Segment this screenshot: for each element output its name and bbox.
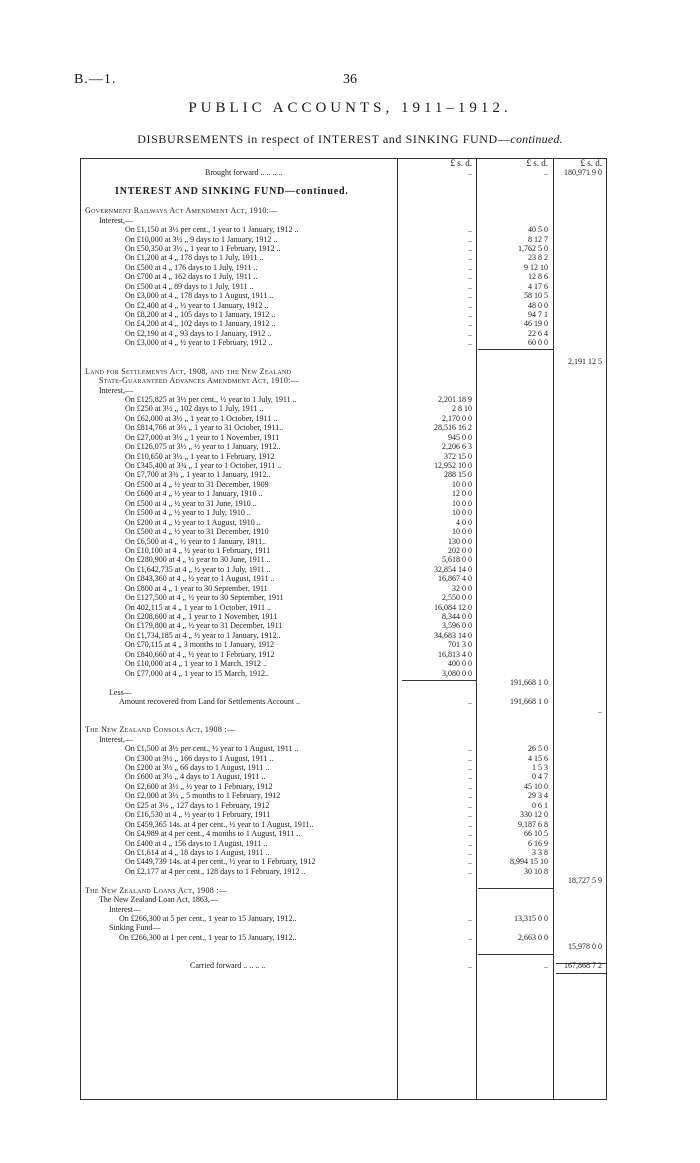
table-row	[80, 187, 607, 196]
amount-col-2: 46 19 0	[524, 319, 548, 329]
subtotal-rule	[478, 888, 553, 889]
amount-col-1: 2,170 0 0	[442, 413, 472, 423]
row-label: On £208,600 at 4 „ 1 year to 1 November, 1911	[125, 612, 278, 621]
table-row	[80, 621, 607, 630]
amount-col-1: 12,952 10 0	[434, 461, 472, 470]
row-label: On £449,739 14s. at 4 per cent., ½ year to 1 February, 1912	[125, 857, 316, 867]
table-row	[80, 282, 607, 291]
table-row	[80, 216, 607, 225]
amount-col-2: 4 15 6	[528, 753, 548, 763]
amount-col-1: 34,683 14 0	[434, 630, 472, 640]
row-label: On £500 at 4 „ ½ year to 31 December, 1909	[125, 479, 269, 489]
row-label: The New Zealand Loan Act, 1863,—	[99, 895, 218, 905]
row-label: On £500 at 4 „ ½ year to 31 June, 1910 ..	[125, 498, 257, 508]
table-row	[80, 848, 607, 857]
amount-col-1: ..	[468, 300, 472, 310]
row-label: On £2,190 at 4 „ 93 days to 1 January, 1912 ..	[125, 328, 272, 338]
table-row	[80, 612, 607, 621]
amount-col-1: 288 15 0	[444, 470, 472, 480]
subtotal-rule	[478, 349, 553, 350]
amount-col-1: ..	[468, 932, 472, 942]
table-row	[80, 697, 607, 706]
table-row	[80, 404, 607, 413]
table-row	[80, 961, 607, 970]
table-row	[80, 801, 607, 810]
row-label: On £1,734,185 at 4 „ ½ year to 1 January, 1912..	[125, 630, 281, 640]
row-label: On £266,300 at 5 per cent., 1 year to 15 January, 1912..	[119, 914, 297, 923]
amount-col-2: ..	[544, 168, 548, 178]
table-row	[80, 461, 607, 470]
amount-col-1: ..	[468, 847, 472, 857]
amount-col-1: £ s. d.	[450, 158, 472, 168]
table-row	[80, 735, 607, 744]
row-label: On £459,365 14s. at 4 per cent., ½ year to 1 August, 1911..	[125, 819, 314, 829]
amount-col-3: ..	[598, 706, 602, 716]
amount-col-1: ..	[468, 763, 472, 772]
table-row	[80, 678, 607, 687]
row-label: Carried forward .. .. .. ..	[190, 961, 266, 971]
amount-col-2: 1 5 3	[532, 763, 548, 772]
amount-col-1: 8,344 0 0	[442, 612, 472, 621]
amount-col-1: ..	[468, 310, 472, 319]
row-label: On £10,100 at 4 „ ½ year to 1 February, 1911	[125, 545, 271, 555]
table-row	[80, 867, 607, 876]
row-label: On £3,000 at 4 „ 178 days to 1 August, 1911 ..	[125, 291, 274, 301]
row-label: On £600 at 3½ „ 4 days to 1 August, 1911 ..	[125, 772, 266, 782]
row-label: State-Guaranteed Advances Amendment Act, 1910:—	[99, 376, 299, 386]
row-label: Interest,—	[99, 734, 133, 744]
row-label: On £2,600 at 3½ „ ½ year to 1 February, 1912	[125, 781, 273, 791]
row-label: On £200 at 4 „ ½ year to 1 August, 1910 ..	[125, 517, 261, 527]
table-row	[80, 499, 607, 508]
row-label: On £300 at 3½ „ 166 days to 1 August, 1911 ..	[125, 753, 274, 763]
subtitle-main: DISBURSEMENTS in respect of INTEREST and SINKING FUND—	[137, 132, 511, 146]
amount-col-1: 16,813 4 0	[438, 649, 472, 659]
row-label: On £200 at 3½ „ 66 days to 1 August, 1911 ..	[125, 763, 270, 772]
amount-col-2: 22 6 4	[528, 328, 548, 338]
amount-col-1: ..	[468, 744, 472, 754]
row-label: On £77,000 at 4 „ 1 year to 15 March, 1912..	[125, 668, 269, 678]
row-label: On £500 at 4 „ ½ year to 31 December, 1910	[125, 527, 269, 537]
amount-col-1: ..	[468, 319, 472, 329]
amount-col-2: 1,762 5 0	[518, 243, 548, 253]
amount-col-1: 2,201 18 9	[438, 394, 472, 404]
amount-col-2: 26 5 0	[528, 744, 548, 754]
row-label: On £1,642,735 at 4 „ ½ year to 1 July, 1911 ..	[125, 564, 271, 574]
table-row	[80, 470, 607, 479]
table-row	[80, 791, 607, 800]
row-label: On £500 at 4 „ 176 days to 1 July, 1911 ..	[125, 262, 258, 272]
table-row	[80, 197, 607, 206]
amount-col-1: ..	[468, 281, 472, 291]
amount-col-2: £ s. d.	[526, 158, 548, 168]
row-label: On £1,500 at 3½ per cent., ½ year to 1 August, 1911 ..	[125, 744, 299, 754]
table-row	[80, 914, 607, 923]
row-label: On £10,000 at 3½ „ 9 days to 1 January, 1912 ..	[125, 234, 278, 244]
amount-col-1: ..	[468, 234, 472, 244]
amount-col-1: 2,206 6 3	[442, 442, 472, 452]
row-label: On £345,400 at 3¾ „ 1 year to 1 October, 1911 ..	[125, 461, 282, 470]
amount-col-1: 10 0 0	[452, 498, 472, 508]
accounts-table	[80, 158, 607, 1100]
table-row	[80, 933, 607, 942]
row-label: On £6,500 at 4 „ ½ year to 1 January, 1911..	[125, 536, 267, 546]
row-label: Sinking Fund—	[109, 923, 161, 933]
table-row	[80, 244, 607, 253]
table-row	[80, 688, 607, 697]
row-label: On £62,000 at 3½ „ 1 year to 1 October, 1911 ..	[125, 413, 278, 423]
table-row	[80, 574, 607, 583]
table-row	[80, 555, 607, 564]
amount-col-1: 16,867 4 0	[438, 574, 472, 584]
amount-col-1: 3,596 0 0	[442, 621, 472, 631]
amount-col-2: 191,668 1 0	[510, 696, 548, 706]
table-row	[80, 159, 607, 168]
amount-col-2: 48 0 0	[528, 300, 548, 310]
row-label: On £179,800 at 4 „ ½ year to 31 December, 1911	[125, 621, 283, 631]
table-row	[80, 225, 607, 234]
amount-col-1: ..	[468, 168, 472, 178]
table-row	[80, 235, 607, 244]
amount-col-2: 2,663 0 0	[518, 932, 548, 942]
amount-col-2: 0 6 1	[532, 800, 548, 810]
table-row	[80, 895, 607, 904]
amount-col-1: ..	[468, 838, 472, 848]
amount-col-1: ..	[468, 857, 472, 867]
amount-col-1: ..	[468, 272, 472, 282]
row-label: The New Zealand Consols Act, 1908 :—	[85, 725, 236, 735]
row-label: On £50,350 at 3½ „ 1 year to 1 February, 1912 ..	[125, 243, 281, 253]
table-row	[80, 442, 607, 451]
amount-col-1: 2,550 0 0	[442, 593, 472, 603]
amount-col-2: 45 10 0	[524, 781, 548, 791]
page-number: 36	[343, 72, 357, 87]
table-row	[80, 527, 607, 536]
row-label: On £1,200 at 4 „ 178 days to 1 July, 1911 ..	[125, 253, 264, 263]
subtotal-rule	[478, 954, 553, 955]
table-row	[80, 329, 607, 338]
table-row	[80, 744, 607, 753]
row-label: The New Zealand Loans Act, 1908 :—	[85, 885, 228, 895]
row-label: On £843,360 at 4 „ ½ year to 1 August, 1911 ..	[125, 574, 275, 584]
table-row	[80, 603, 607, 612]
amount-col-1: 16,084 12 0	[434, 602, 472, 612]
row-label: On £125,825 at 3½ per cent., ½ year to 1 July, 1911 ..	[125, 394, 297, 404]
amount-col-2: 6 16 9	[528, 838, 548, 848]
page-subtitle	[0, 132, 700, 147]
amount-col-2: 58 10 5	[524, 291, 548, 301]
subtitle-italic: continued.	[510, 132, 563, 146]
row-label: On £814,766 at 3½ „ 1 year to 31 October, 1911..	[125, 423, 284, 433]
table-rows	[80, 159, 607, 971]
subtotal-rule	[402, 680, 476, 681]
row-label: Land for Settlements Act, 1908, and the New Zealand	[85, 366, 292, 376]
row-label: On £800 at 4 „ 1 year to 30 September, 1911	[125, 583, 268, 593]
amount-col-1: 3,080 0 0	[442, 668, 472, 678]
amount-col-2: 330 12 0	[520, 810, 548, 820]
table-row	[80, 206, 607, 215]
row-label: On £1,614 at 4 „ 18 days to 1 August, 1911 ..	[125, 847, 270, 857]
amount-col-2: 13,315 0 0	[514, 914, 548, 923]
amount-col-1: ..	[468, 819, 472, 829]
table-row	[80, 291, 607, 300]
amount-col-2: 29 3 4	[528, 791, 548, 801]
row-label: On £16,530 at 4 „ ½ year to 1 February, 1911	[125, 810, 271, 820]
row-label: On £8,200 at 4 „ 105 days to 1 January, 1912 ..	[125, 310, 276, 319]
document-id: B.—1.	[74, 72, 117, 87]
table-row	[80, 395, 607, 404]
amount-col-3: 18,727 5 9	[568, 876, 602, 886]
table-row	[80, 367, 607, 376]
amount-col-1: ..	[468, 829, 472, 839]
amount-col-1: 10 0 0	[452, 479, 472, 489]
amount-col-1: ..	[468, 291, 472, 301]
row-label: On £10,650 at 3½ „ 1 year to 1 February, 1912	[125, 451, 275, 461]
row-label: On £126,075 at 3½ „ ½ year to 1 January, 1912..	[125, 442, 281, 452]
table-row	[80, 386, 607, 395]
amount-col-1: 372 15 0	[444, 451, 472, 461]
table-row	[80, 376, 607, 385]
row-label: On £600 at 4 „ ½ year to 1 January, 1910 ..	[125, 489, 263, 499]
table-row	[80, 706, 607, 715]
row-label: On £250 at 3½ „ 102 days to 1 July, 1911 ..	[125, 404, 264, 414]
table-row	[80, 480, 607, 489]
amount-col-1: 4 0 0	[456, 517, 472, 527]
amount-col-1: ..	[468, 328, 472, 338]
row-label: On £3,000 at 4 „ ½ year to 1 February, 1912 ..	[125, 338, 273, 348]
table-row	[80, 876, 607, 885]
table-row	[80, 820, 607, 829]
table-row	[80, 489, 607, 498]
row-label: On £127,500 at 4 „ ½ year to 30 September, 1911	[125, 593, 284, 603]
amount-col-1: ..	[468, 753, 472, 763]
amount-col-1: ..	[468, 914, 472, 923]
subtotal-rule	[556, 963, 606, 964]
amount-col-1: 202 0 0	[448, 545, 472, 555]
amount-col-1: 28,516 16 2	[434, 423, 472, 433]
table-row	[80, 659, 607, 668]
row-label: On £400 at 4 „ 156 days to 1 August, 1911 ..	[125, 838, 268, 848]
amount-col-1: ..	[468, 791, 472, 801]
table-row	[80, 593, 607, 602]
amount-col-1: 400 0 0	[448, 659, 472, 669]
table-row	[80, 433, 607, 442]
table-row	[80, 301, 607, 310]
amount-col-1: 32,854 14 0	[434, 564, 472, 574]
amount-col-1: ..	[468, 772, 472, 782]
row-label: On £266,300 at 1 per cent., 1 year to 15 January, 1912..	[119, 932, 297, 942]
amount-col-2: 8 12 7	[528, 234, 548, 244]
table-row	[80, 631, 607, 640]
table-row	[80, 640, 607, 649]
table-row	[80, 319, 607, 328]
amount-col-1: ..	[468, 338, 472, 348]
amount-col-3: £ s. d.	[580, 158, 602, 168]
amount-col-1: 701 3 0	[448, 640, 472, 650]
amount-col-2: 9 12 10	[524, 262, 548, 272]
row-label: On £70,115 at 4 „ 3 months to 1 January, 1912	[125, 640, 274, 650]
table-row	[80, 942, 607, 951]
table-row	[80, 423, 607, 432]
table-row	[80, 810, 607, 819]
page-title: PUBLIC ACCOUNTS, 1911–1912.	[188, 100, 512, 116]
table-row	[80, 357, 607, 366]
table-row	[80, 253, 607, 262]
amount-col-2: 23 8 2	[528, 253, 548, 263]
table-row	[80, 754, 607, 763]
amount-col-2: 30 10 8	[524, 866, 548, 876]
table-row	[80, 716, 607, 725]
table-row	[80, 168, 607, 177]
amount-col-1: ..	[468, 243, 472, 253]
table-row	[80, 772, 607, 781]
amount-col-2: 4 17 6	[528, 281, 548, 291]
table-row	[80, 518, 607, 527]
amount-col-2: 60 0 0	[528, 338, 548, 348]
table-row	[80, 923, 607, 932]
amount-col-2: 12 8 6	[528, 272, 548, 282]
table-row	[80, 565, 607, 574]
amount-col-1: ..	[468, 800, 472, 810]
row-label: Government Railways Act Amendment Act, 1910:—	[85, 206, 278, 216]
row-label: On £500 at 4 „ ½ year to 1 July, 1910 ..	[125, 508, 251, 518]
table-row	[80, 829, 607, 838]
table-row	[80, 669, 607, 678]
table-row	[80, 763, 607, 772]
amount-col-1: ..	[468, 225, 472, 235]
row-label: On £2,177 at 4 per cent., 128 days to 1 February, 1912 ..	[125, 866, 306, 876]
amount-col-1: ..	[468, 781, 472, 791]
amount-col-3: 15,978 0 0	[568, 942, 602, 952]
amount-col-1: ..	[468, 810, 472, 820]
amount-col-2: 3 3 8	[532, 847, 548, 857]
row-label: Interest,—	[99, 215, 133, 225]
amount-col-1: 2 8 10	[452, 404, 472, 414]
table-row	[80, 310, 607, 319]
row-label: Interest,—	[99, 385, 133, 395]
row-label: On £27,000 at 3½ „ 1 year to 1 November, 1911	[125, 432, 280, 442]
amount-col-2: 66 10 5	[524, 829, 548, 839]
table-row	[80, 338, 607, 347]
table-row	[80, 537, 607, 546]
row-label: On £500 at 4 „ 89 days to 1 July, 1911 ..	[125, 281, 254, 291]
table-row	[80, 546, 607, 555]
table-row	[80, 452, 607, 461]
row-label: On £840,660 at 4 „ ½ year to 1 February, 1912	[125, 649, 275, 659]
amount-col-1: ..	[468, 253, 472, 263]
amount-col-2: 94 7 1	[528, 310, 548, 319]
row-label: On 402,115 at 4 „ 1 year to 1 October, 1911 ..	[125, 602, 271, 612]
amount-col-2: 191,668 1 0	[510, 678, 548, 688]
table-row	[80, 650, 607, 659]
row-label: On £4,989 at 4 per cent., 4 months to 1 August, 1911 ..	[125, 829, 301, 839]
row-label: Amount recovered from Land for Settlements Account ..	[119, 696, 301, 706]
amount-col-2: 40 5 0	[528, 225, 548, 235]
amount-col-1: 32 0 0	[452, 583, 472, 593]
amount-col-1: 945 0 0	[448, 432, 472, 442]
amount-col-1: ..	[468, 696, 472, 706]
amount-col-2: 8,994 15 10	[510, 857, 548, 867]
amount-col-1: 5,618 0 0	[442, 555, 472, 565]
table-row	[80, 263, 607, 272]
table-row	[80, 839, 607, 848]
amount-col-1: ..	[468, 961, 472, 971]
row-label: On £4,200 at 4 „ 102 days to 1 January, 1912 ..	[125, 319, 276, 329]
amount-col-2: 0 4 7	[532, 772, 548, 782]
row-label: On £280,900 at 4 „ ½ year to 30 June, 1911 ..	[125, 555, 271, 565]
amount-col-2: ..	[544, 961, 548, 971]
amount-col-1: 12 0 0	[452, 489, 472, 499]
table-row	[80, 414, 607, 423]
row-label: On £700 at 4 „ 162 days to 1 July, 1911 ..	[125, 272, 258, 282]
row-label: Less—	[109, 687, 132, 697]
table-row	[80, 272, 607, 281]
amount-col-2: 9,187 6 8	[518, 819, 548, 829]
row-label: On £1,150 at 3½ per cent., 1 year to 1 January, 1912 ..	[125, 225, 299, 235]
table-row	[80, 508, 607, 517]
table-row	[80, 725, 607, 734]
table-row	[80, 782, 607, 791]
amount-col-3: 167,868 7 2	[564, 961, 602, 971]
row-label: INTEREST AND SINKING FUND—continued.	[115, 186, 349, 198]
row-label: Brought forward .. .. .. ..	[205, 168, 283, 178]
row-label: On £2,400 at 4 „ ½ year to 1 January, 1912 ..	[125, 300, 269, 310]
table-row	[80, 905, 607, 914]
row-label: Interest—	[109, 904, 141, 914]
amount-col-3: 180,971 9 0	[564, 168, 602, 178]
amount-col-1: 130 0 0	[448, 536, 472, 546]
amount-col-1: 10 0 0	[452, 508, 472, 518]
table-row	[80, 857, 607, 866]
table-row	[80, 584, 607, 593]
row-label: On £7,700 at 3¾ „ 1 year to 1 January, 1912..	[125, 470, 271, 480]
amount-col-1: ..	[468, 866, 472, 876]
row-label: On £10,000 at 4 „ 1 year to 1 March, 1912 ..	[125, 659, 267, 669]
amount-col-3: 2,191 12 5	[568, 357, 602, 367]
row-label: On £25 at 3½ „ 127 days to 1 February, 1912	[125, 800, 270, 810]
amount-col-1: ..	[468, 262, 472, 272]
page-header	[0, 0, 700, 150]
row-label: On £2,000 at 3½ „ 5 months to 1 February, 1912	[125, 791, 281, 801]
amount-col-1: 10 0 0	[452, 527, 472, 537]
subtotal-rule	[556, 973, 606, 974]
